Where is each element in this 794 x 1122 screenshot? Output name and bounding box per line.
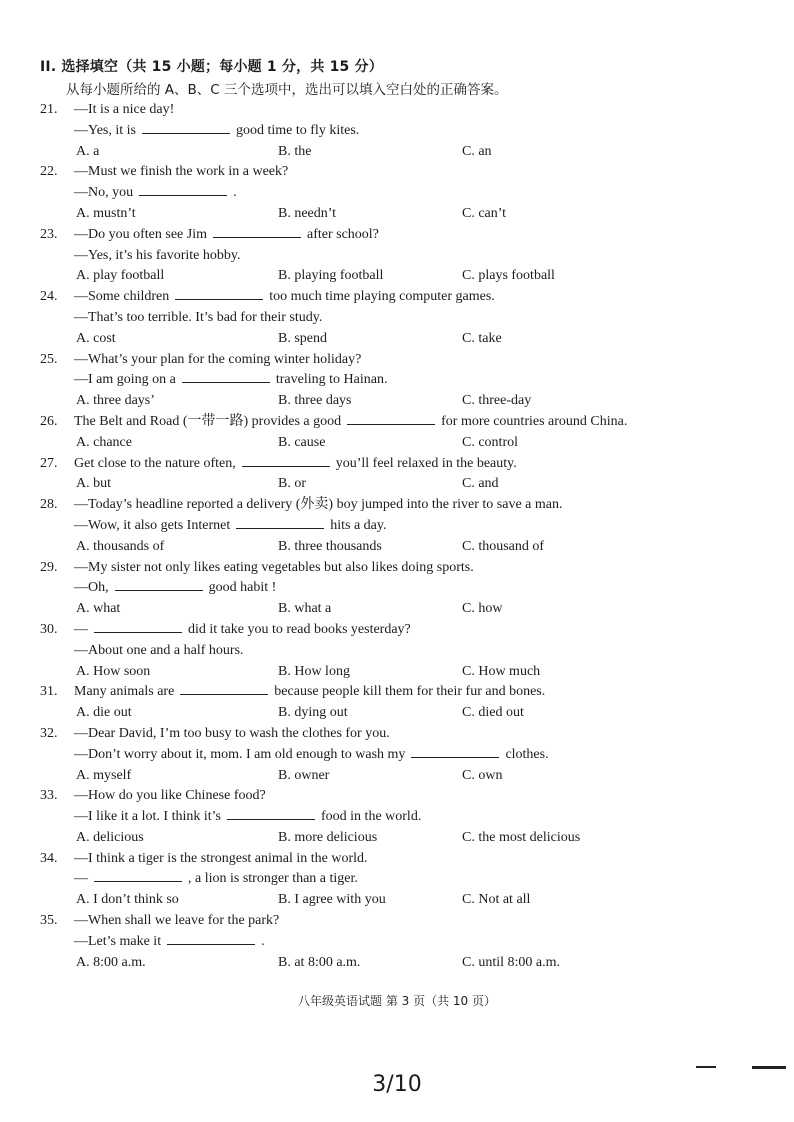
question-text-segment: hits a day. <box>330 517 387 533</box>
question-text-segment: Many animals are <box>74 684 175 700</box>
question-line <box>0 724 794 745</box>
answer-blank[interactable] <box>180 682 268 695</box>
question-text-segment: —Yes, it is <box>74 122 136 138</box>
answer-blank[interactable] <box>115 578 203 591</box>
answer-blank[interactable] <box>175 287 263 300</box>
question-text <box>74 578 276 599</box>
question-number: 28. <box>40 497 58 513</box>
question-list <box>0 100 794 973</box>
question-text <box>74 350 361 371</box>
option-b[interactable]: B. owner <box>278 767 330 783</box>
question-line <box>0 454 794 475</box>
page-indicator: 3/10 <box>372 1072 422 1097</box>
answer-options <box>0 828 794 849</box>
question-text-segment: —Don’t worry about it, mom. I am old enough to wash my <box>74 746 406 762</box>
question-text-segment: Get close to the nature often, <box>74 455 236 471</box>
answer-options <box>0 142 794 163</box>
answer-blank[interactable] <box>94 869 182 882</box>
answer-blank[interactable] <box>167 932 255 945</box>
question-text-segment: —I like it a lot. I think it’s <box>74 809 221 825</box>
question-text-segment: — <box>74 621 88 637</box>
question-text-segment: you’ll feel relaxed in the beauty. <box>335 455 517 471</box>
option-a[interactable]: A. three days’ <box>76 393 155 409</box>
answer-options <box>0 204 794 225</box>
answer-blank[interactable] <box>182 370 270 383</box>
page-footer: 八年级英语试题 第 3 页（共 10 页） <box>298 994 496 1008</box>
question-text <box>74 558 474 579</box>
answer-blank[interactable] <box>242 454 330 467</box>
question-text <box>74 370 387 391</box>
answer-blank[interactable] <box>142 121 230 134</box>
question-text <box>74 724 390 745</box>
question-line <box>0 287 794 308</box>
question-text-segment: —I am going on a <box>74 372 176 388</box>
question-text-segment: —About one and a half hours. <box>74 642 244 658</box>
question-text <box>74 246 240 267</box>
question-text <box>74 495 562 516</box>
question-line <box>0 183 794 204</box>
question-text-segment: did it take you to read books yesterday? <box>188 621 411 637</box>
question-line <box>0 121 794 142</box>
question-text-segment: because people kill them for their fur and bones. <box>274 684 546 700</box>
answer-options <box>0 537 794 558</box>
question-number: 26. <box>40 413 58 429</box>
question-text-segment: —What’s your plan for the coming winter holiday? <box>74 351 362 367</box>
question-text <box>74 807 421 828</box>
option-c[interactable]: C. and <box>462 476 499 492</box>
question-number: 29. <box>40 559 58 575</box>
question-text <box>74 308 322 329</box>
question-text-segment: food in the world. <box>321 809 422 825</box>
option-b[interactable]: B. needn’t <box>278 205 337 221</box>
answer-blank[interactable] <box>213 225 301 238</box>
question-text-segment: The Belt and Road (一带一路) provides a good <box>74 413 342 429</box>
option-a[interactable]: A. cost <box>76 330 116 346</box>
question-line <box>0 495 794 516</box>
question-line <box>0 246 794 267</box>
question-item <box>0 100 794 162</box>
answer-options <box>0 599 794 620</box>
question-text-segment: —When shall we leave for the park? <box>74 913 280 929</box>
option-a[interactable]: A. How soon <box>76 663 151 679</box>
question-text-segment: —Today’s headline reported a delivery (外卖) boy jumped into the river to save a man. <box>74 497 563 513</box>
option-b[interactable]: B. the <box>278 143 312 159</box>
option-c[interactable]: C. the most delicious <box>462 829 581 845</box>
question-item <box>0 412 794 454</box>
question-text-segment: —Some children <box>74 289 170 305</box>
question-text-segment: —Dear David, I’m too busy to wash the clothes for you. <box>74 725 390 741</box>
question-line <box>0 807 794 828</box>
option-a[interactable]: A. die out <box>76 705 132 721</box>
question-item <box>0 911 794 973</box>
option-c[interactable]: C. died out <box>462 705 524 721</box>
option-b[interactable]: B. cause <box>278 434 326 450</box>
option-b[interactable]: B. playing football <box>278 268 384 284</box>
question-line <box>0 162 794 183</box>
answer-blank[interactable] <box>411 745 499 758</box>
question-item <box>0 162 794 224</box>
section-title: II. 选择填空（共 15 小题；每小题 1 分，共 15 分） <box>40 59 383 75</box>
question-number: 35. <box>40 913 58 929</box>
answer-options <box>0 329 794 350</box>
question-text <box>74 287 495 308</box>
question-line <box>0 558 794 579</box>
question-line <box>0 641 794 662</box>
answer-options <box>0 391 794 412</box>
section-instructions: 从每小题所给的 A、B、C 三个选项中，选出可以填入空白处的正确答案。 <box>66 82 508 98</box>
question-number: 27. <box>40 455 58 471</box>
option-b[interactable]: B. spend <box>278 330 327 346</box>
question-text-segment: —Must we finish the work in a week? <box>74 164 289 180</box>
question-text <box>74 183 237 204</box>
question-text-segment: after school? <box>306 226 379 242</box>
question-text-segment: —It is a nice day! <box>74 102 175 117</box>
option-a[interactable]: A. 8:00 a.m. <box>76 954 146 970</box>
answer-options <box>0 766 794 787</box>
option-a[interactable]: A. myself <box>76 767 132 783</box>
answer-options <box>0 474 794 495</box>
question-item <box>0 786 794 848</box>
question-line <box>0 911 794 932</box>
question-text-segment: . <box>233 185 237 201</box>
option-c[interactable]: C. can’t <box>462 205 507 221</box>
question-item <box>0 287 794 349</box>
option-a[interactable]: A. delicious <box>76 829 144 845</box>
scan-mark <box>752 1066 786 1069</box>
option-a[interactable]: A. mustn’t <box>76 205 136 221</box>
question-line <box>0 308 794 329</box>
question-number: 34. <box>40 850 58 866</box>
question-text-segment: —Let’s make it <box>74 933 162 949</box>
answer-options <box>0 890 794 911</box>
question-line <box>0 578 794 599</box>
question-number: 31. <box>40 684 58 700</box>
question-text-segment: —That’s too terrible. It’s bad for their study. <box>74 309 323 325</box>
question-text <box>74 641 244 662</box>
question-line <box>0 869 794 890</box>
question-item <box>0 849 794 911</box>
answer-blank[interactable] <box>139 183 227 196</box>
question-line <box>0 932 794 953</box>
question-text-segment: too much time playing computer games. <box>269 289 495 305</box>
question-text <box>74 786 266 807</box>
question-text <box>74 121 359 142</box>
answer-options <box>0 703 794 724</box>
answer-blank[interactable] <box>94 620 182 633</box>
question-text-segment: . <box>261 933 265 949</box>
question-number: 25. <box>40 351 58 367</box>
option-c[interactable]: C. until 8:00 a.m. <box>462 954 560 970</box>
answer-options <box>0 266 794 287</box>
question-text <box>74 225 379 246</box>
question-line <box>0 412 794 433</box>
question-text <box>74 682 545 703</box>
question-line <box>0 100 794 121</box>
question-text-segment: —Do you often see Jim <box>74 226 207 242</box>
question-text-segment: traveling to Hainan. <box>275 372 388 388</box>
question-text-segment: —I think a tiger is the strongest animal in the world. <box>74 850 368 866</box>
question-number: 33. <box>40 788 58 804</box>
answer-blank[interactable] <box>236 516 324 529</box>
option-c[interactable]: C. own <box>462 767 503 783</box>
question-item <box>0 225 794 287</box>
question-number: 21. <box>40 102 58 117</box>
question-text-segment: good habit ! <box>208 580 277 596</box>
question-text-segment: —Yes, it’s his favorite hobby. <box>74 247 241 263</box>
question-text-segment: good time to fly kites. <box>236 122 360 138</box>
option-b[interactable]: B. three thousands <box>278 538 382 554</box>
question-text-segment: —No, you <box>74 185 134 201</box>
question-text <box>74 911 279 932</box>
question-text-segment: — <box>74 871 88 887</box>
question-text-segment: —How do you like Chinese food? <box>74 788 266 804</box>
scan-mark <box>696 1066 716 1068</box>
option-c[interactable]: C. take <box>462 330 502 346</box>
option-b[interactable]: B. three days <box>278 393 352 409</box>
question-item <box>0 620 794 682</box>
question-line <box>0 516 794 537</box>
question-text <box>74 620 411 641</box>
question-text <box>74 100 174 121</box>
question-text <box>74 412 627 433</box>
option-a[interactable]: A. play football <box>76 268 165 284</box>
option-c[interactable]: C. How much <box>462 663 541 679</box>
option-b[interactable]: B. what a <box>278 601 332 617</box>
option-c[interactable]: C. an <box>462 143 492 159</box>
answer-options <box>0 953 794 974</box>
question-line <box>0 225 794 246</box>
option-c[interactable]: C. Not at all <box>462 892 531 908</box>
option-b[interactable]: B. How long <box>278 663 350 679</box>
option-a[interactable]: A. but <box>76 476 111 492</box>
option-b[interactable]: B. more delicious <box>278 829 378 845</box>
question-line <box>0 350 794 371</box>
question-line <box>0 370 794 391</box>
question-line <box>0 620 794 641</box>
question-text-segment: —Oh, <box>74 580 109 596</box>
question-item <box>0 350 794 412</box>
option-a[interactable]: A. thousands of <box>76 538 165 554</box>
option-b[interactable]: B. at 8:00 a.m. <box>278 954 361 970</box>
question-line <box>0 682 794 703</box>
question-item <box>0 682 794 724</box>
question-text-segment: clothes. <box>505 746 549 762</box>
question-number: 23. <box>40 226 58 242</box>
option-c[interactable]: C. how <box>462 601 503 617</box>
question-item <box>0 454 794 496</box>
answer-blank[interactable] <box>347 412 435 425</box>
question-number: 24. <box>40 289 58 305</box>
answer-blank[interactable] <box>227 807 315 820</box>
question-text <box>74 454 517 475</box>
option-a[interactable]: A. chance <box>76 434 132 450</box>
question-number: 22. <box>40 164 58 180</box>
question-text <box>74 162 288 183</box>
question-item <box>0 495 794 557</box>
question-number: 30. <box>40 621 58 637</box>
question-text <box>74 869 358 890</box>
option-c[interactable]: C. plays football <box>462 268 555 284</box>
question-line <box>0 849 794 870</box>
option-c[interactable]: C. control <box>462 434 518 450</box>
question-text-segment: —My sister not only likes eating vegetables but also likes doing sports. <box>74 559 474 575</box>
option-a[interactable]: A. what <box>76 601 121 617</box>
question-number: 32. <box>40 725 58 741</box>
option-b[interactable]: B. I agree with you <box>278 892 386 908</box>
question-item <box>0 558 794 620</box>
option-c[interactable]: C. three-day <box>462 393 532 409</box>
question-line <box>0 745 794 766</box>
answer-options <box>0 662 794 683</box>
question-text <box>74 932 265 953</box>
option-c[interactable]: C. thousand of <box>462 538 545 554</box>
option-a[interactable]: A. a <box>76 143 100 159</box>
option-b[interactable]: B. dying out <box>278 705 348 721</box>
question-text-segment: —Wow, it also gets Internet <box>74 517 231 533</box>
question-text <box>74 745 549 766</box>
answer-options <box>0 433 794 454</box>
question-line <box>0 786 794 807</box>
option-b[interactable]: B. or <box>278 476 306 492</box>
question-item <box>0 724 794 786</box>
question-text-segment: for more countries around China. <box>441 413 628 429</box>
option-a[interactable]: A. I don’t think so <box>76 892 179 908</box>
question-text-segment: , a lion is stronger than a tiger. <box>188 871 358 887</box>
question-text <box>74 516 386 537</box>
question-text <box>74 849 368 870</box>
